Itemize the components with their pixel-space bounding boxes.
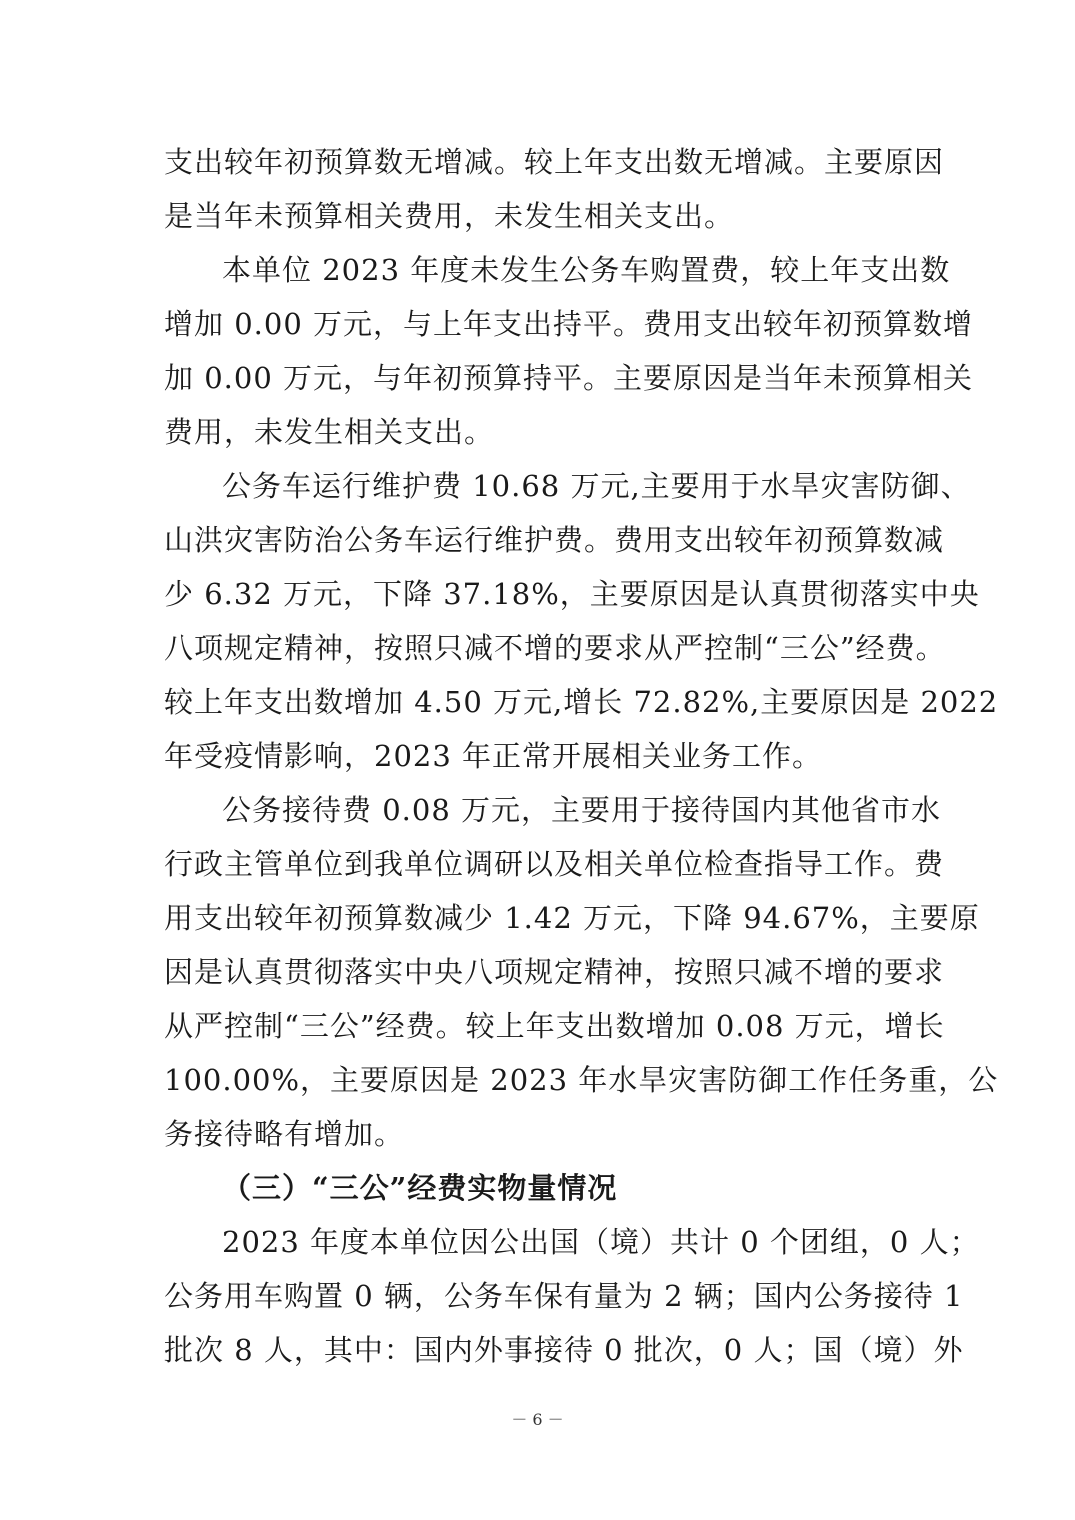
text-line: 增加 0.00 万元，与上年支出持平。费用支出较年初预算数增 <box>164 307 974 341</box>
text-line: 加 0.00 万元，与年初预算持平。主要原因是当年未预算相关 <box>164 361 974 395</box>
text-line: 支出较年初预算数无增减。较上年支出数无增减。主要原因 <box>164 145 945 179</box>
paragraph-vehicle-purchase <box>164 243 974 459</box>
text-line: 少 6.32 万元，下降 37.18%，主要原因是认真贯彻落实中央 <box>164 577 980 611</box>
paragraph-continuation <box>164 135 945 243</box>
text-line: 是当年未预算相关费用，未发生相关支出。 <box>164 199 735 233</box>
text-line: 2023 年度本单位因公出国（境）共计 0 个团组，0 人； <box>222 1225 980 1259</box>
text-line: 务接待略有增加。 <box>164 1117 405 1151</box>
text-line: 公务用车购置 0 辆，公务车保有量为 2 辆；国内公务接待 1 <box>164 1279 964 1313</box>
paragraph-reception <box>164 783 999 1161</box>
text-line: 公务车运行维护费 10.68 万元,主要用于水旱灾害防御、 <box>222 469 971 503</box>
page-number: － 6 － <box>511 1410 564 1429</box>
paragraph-physical-quantity <box>164 1215 980 1377</box>
section-heading: （三）“三公”经费实物量情况 <box>222 1171 618 1205</box>
text-line: 较上年支出数增加 4.50 万元,增长 72.82%,主要原因是 2022 <box>164 685 999 719</box>
text-line: 年受疫情影响，2023 年正常开展相关业务工作。 <box>164 739 823 773</box>
text-line: 八项规定精神，按照只减不增的要求从严控制“三公”经费。 <box>164 631 946 665</box>
text-line: 批次 8 人，其中：国内外事接待 0 批次，0 人；国（境）外 <box>164 1333 964 1367</box>
text-line: 100.00%，主要原因是 2023 年水旱灾害防御工作任务重，公 <box>164 1063 999 1097</box>
text-line: 山洪灾害防治公务车运行维护费。费用支出较年初预算数减 <box>164 523 945 557</box>
text-line: 费用，未发生相关支出。 <box>164 415 495 449</box>
paragraph-vehicle-maintenance <box>164 459 999 783</box>
text-line: 因是认真贯彻落实中央八项规定精神，按照只减不增的要求 <box>164 955 945 989</box>
text-line: 行政主管单位到我单位调研以及相关单位检查指导工作。费 <box>164 847 945 881</box>
document-body <box>164 135 999 1377</box>
text-line: 从严控制“三公”经费。较上年支出数增加 0.08 万元，增长 <box>164 1009 945 1043</box>
text-line: 用支出较年初预算数减少 1.42 万元，下降 94.67%，主要原 <box>164 901 980 935</box>
text-line: 公务接待费 0.08 万元，主要用于接待国内其他省市水 <box>222 793 942 827</box>
text-line: 本单位 2023 年度未发生公务车购置费，较上年支出数 <box>222 253 951 287</box>
